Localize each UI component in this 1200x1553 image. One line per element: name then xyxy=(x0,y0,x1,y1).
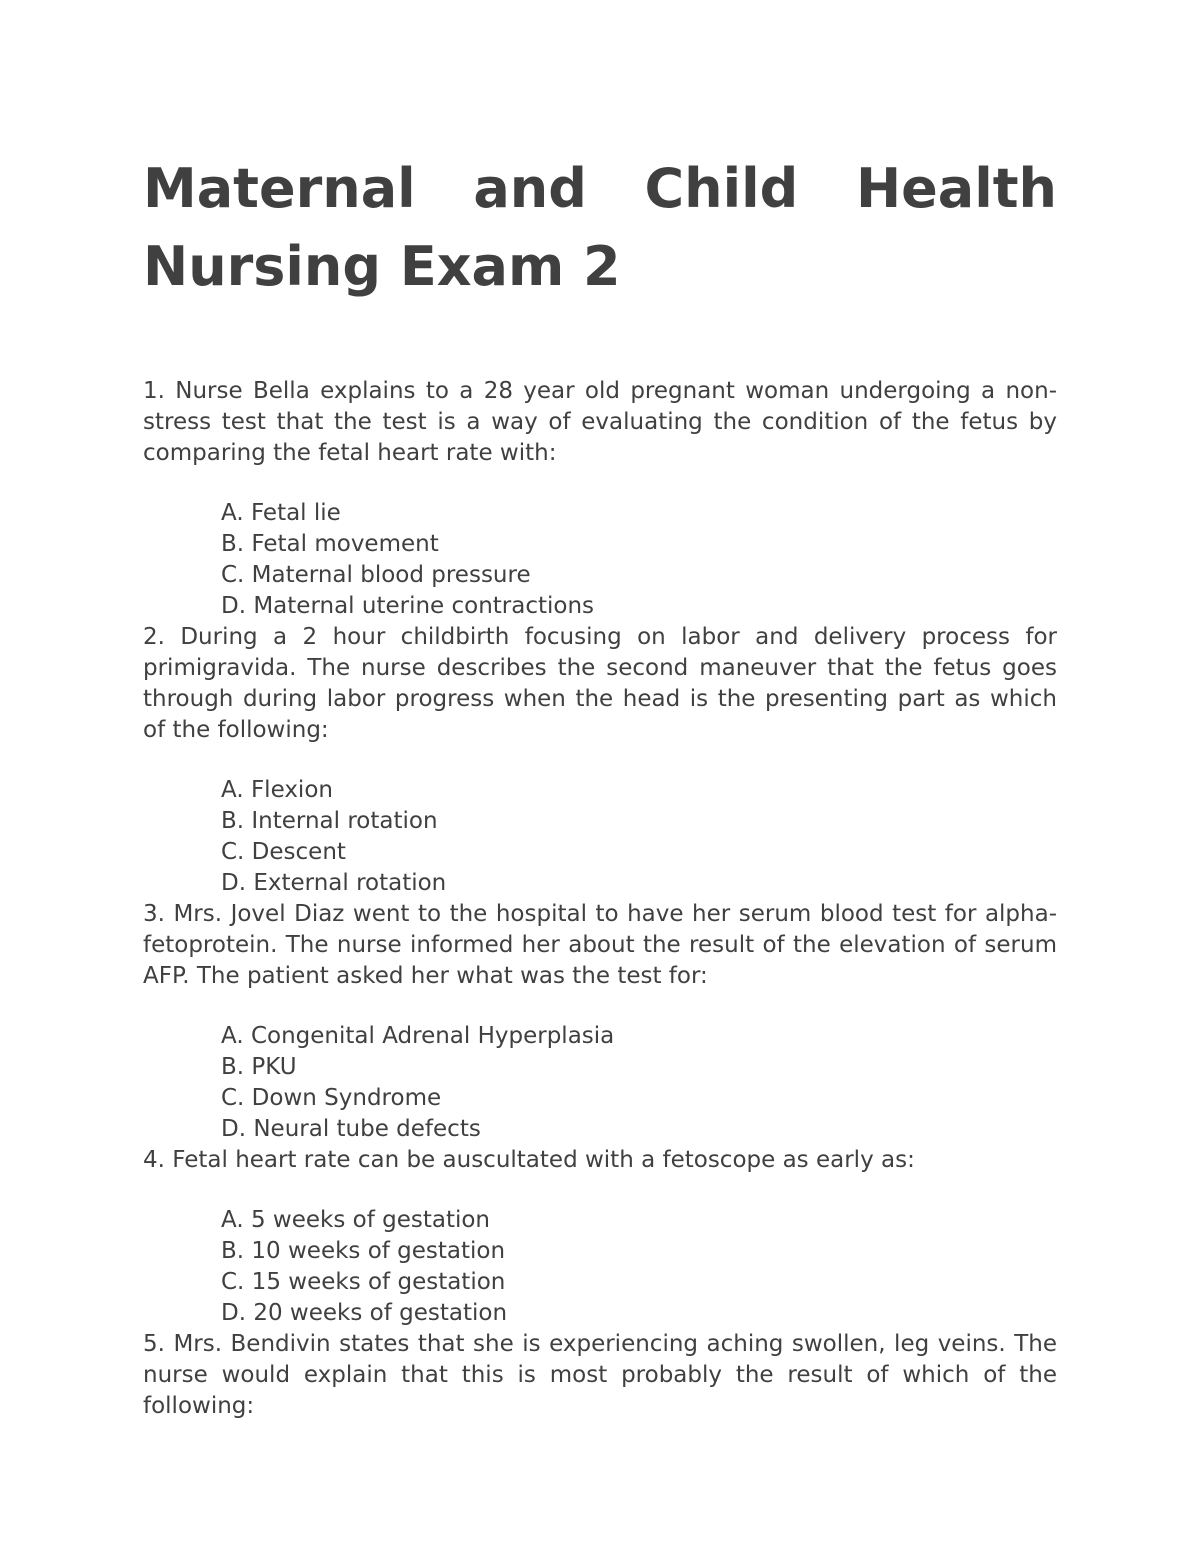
question-text: 1. Nurse Bella explains to a 28 year old pregnant woman undergoing a non-stress test that the test is a way of evaluating the condition of the fetus by comparing the fetal heart rate with: xyxy=(143,378,1057,466)
document-page xyxy=(143,150,1057,1422)
question-text: 4. Fetal heart rate can be auscultated with a fetoscope as early as: xyxy=(143,1147,915,1173)
option-list xyxy=(143,1021,1057,1145)
option-c: C. Down Syndrome xyxy=(221,1085,442,1111)
question-5 xyxy=(143,1329,1057,1422)
option-list xyxy=(143,498,1057,622)
option-list xyxy=(143,1205,1057,1329)
option-c: C. Maternal blood pressure xyxy=(221,562,531,588)
option-b: B. Internal rotation xyxy=(221,808,438,834)
document-title: Maternal and Child Health Nursing Exam 2 xyxy=(143,157,1057,298)
option-c: C. Descent xyxy=(221,839,346,865)
option-a: A. Congenital Adrenal Hyperplasia xyxy=(221,1023,615,1049)
question-1 xyxy=(143,376,1057,622)
option-d: D. External rotation xyxy=(221,870,447,896)
question-text: 5. Mrs. Bendivin states that she is experiencing aching swollen, leg veins. The nurse would explain that this is most probably the result of which of the following: xyxy=(143,1331,1057,1419)
option-d: D. Neural tube defects xyxy=(221,1116,481,1142)
question-4 xyxy=(143,1145,1057,1329)
option-b: B. PKU xyxy=(221,1054,297,1080)
question-2 xyxy=(143,622,1057,899)
option-list xyxy=(143,775,1057,899)
option-d: D. 20 weeks of gestation xyxy=(221,1300,508,1326)
option-d: D. Maternal uterine contractions xyxy=(221,593,595,619)
option-a: A. Flexion xyxy=(221,777,333,803)
option-b: B. 10 weeks of gestation xyxy=(221,1238,506,1264)
option-c: C. 15 weeks of gestation xyxy=(221,1269,506,1295)
question-list xyxy=(143,376,1057,1422)
option-b: B. Fetal movement xyxy=(221,531,439,557)
question-3 xyxy=(143,899,1057,1145)
question-text: 2. During a 2 hour childbirth focusing on labor and delivery process for primigravida. The nurse describes the second maneuver that the fetus goes through during labor progress when the head is the presenting part as which of the following: xyxy=(143,624,1057,743)
option-a: A. 5 weeks of gestation xyxy=(221,1207,491,1233)
option-a: A. Fetal lie xyxy=(221,500,341,526)
question-text: 3. Mrs. Jovel Diaz went to the hospital to have her serum blood test for alpha-fetoprotein. The nurse informed her about the result of the elevation of serum AFP. The patient asked her what was the test for: xyxy=(143,901,1057,989)
